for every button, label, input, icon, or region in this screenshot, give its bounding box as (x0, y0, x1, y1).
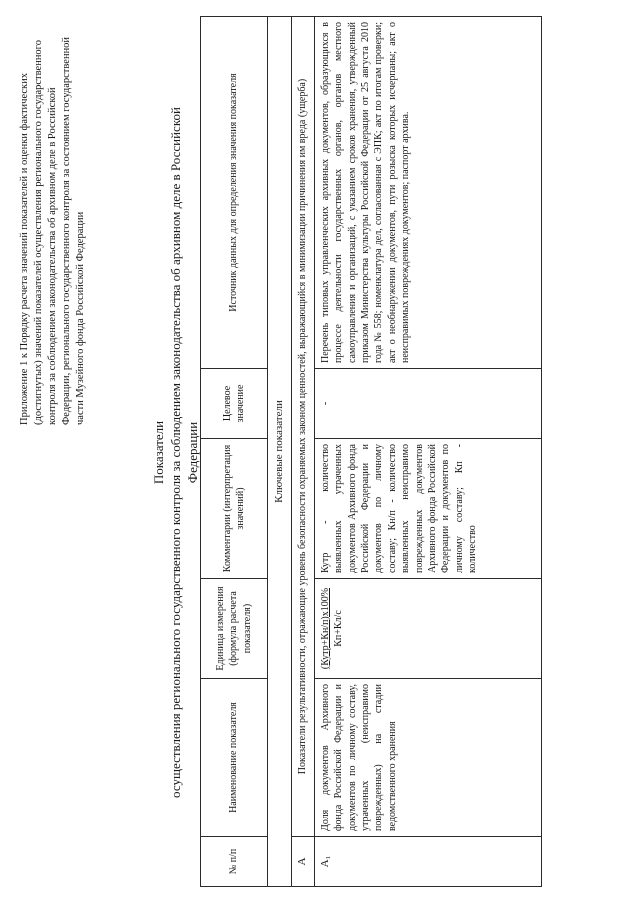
appendix-line: Приложение 1 к Порядку расчета значений показателей и оценки фактических (19, 72, 30, 425)
indicators-table (200, 16, 542, 887)
header-source: Источник данных для определения значения показателя (201, 17, 268, 369)
section-title: Ключевые показатели (268, 17, 292, 887)
table-header-row (201, 17, 268, 887)
row-num: А₁ (314, 837, 541, 887)
title-line-2: осуществления регионального государственного контроля за соблюдением законодательства об архивном деле в Российской (168, 107, 183, 798)
title-line-3: Федерации (185, 421, 200, 484)
section-row (268, 17, 292, 887)
document-title (150, 10, 201, 895)
appendix-line: части Музейного фонда Российской Федерации (75, 211, 86, 425)
group-title: Показатели результативности, отражающие уровень безопасности охраняемых законом ценностей, выражающийся в минимизации причинения им вреда (ущерба) (292, 17, 314, 837)
header-num: № п/п (201, 837, 268, 887)
appendix-line: (достигнутых) значений показателей осуществления регионального государственного (33, 40, 44, 425)
rotated-landscape-content (10, 10, 630, 895)
group-letter: А (292, 837, 314, 887)
appendix-note (18, 25, 88, 425)
row-comment: Кутр - количество выявленных утраченных документов Архивного фонда Российской Федерации и документов по личному составу; Кн/п - количество выявленных неисправимо поврежденных документов Архивного фонда Российской Федерации и документов по личному составу; Кп - количество (314, 439, 541, 579)
header-comment: Комментарии (интерпретация значений) (201, 439, 268, 579)
row-name: Доля документов Архивного фонда Российской Федерации и документов по личному составу, утраченных (неисправимо поврежденных) на стадии ведомственного хранения (314, 679, 541, 837)
header-unit: Единица измерения (формула расчета показателя) (201, 579, 268, 679)
formula-numerator: (Кутр+Кн/п)х100% (319, 587, 331, 670)
appendix-line: контроля за соблюдением законодательства об архивном деле в Российской (47, 87, 58, 425)
header-target: Целевое значение (201, 369, 268, 439)
appendix-line: Федерации, регионального государственного контроля за состоянием государственной (61, 36, 72, 425)
header-name: Наименование показателя (201, 679, 268, 837)
row-formula (314, 579, 541, 679)
title-line-1: Показатели (151, 420, 166, 485)
row-target: - (314, 369, 541, 439)
formula-denominator: Кп+Кл/с (333, 610, 345, 647)
table-row (314, 17, 541, 887)
group-row (292, 17, 314, 887)
row-source: Перечень типовых управленческих архивных документов, образующихся в процессе деятельности государственных органов, органов местного самоуправления и организаций, с указанием сроков хранения, утвержденный приказом Министерства культуры Российской Федерации от 25 августа 2010 года № 558; номенклатура дел, согласованная с ЭПК; акт по итогам проверки; акт о необнаружении документов, пути розыска которых исчерпаны; акт о неисправимых повреждениях документов; паспорт архива. (314, 17, 541, 369)
